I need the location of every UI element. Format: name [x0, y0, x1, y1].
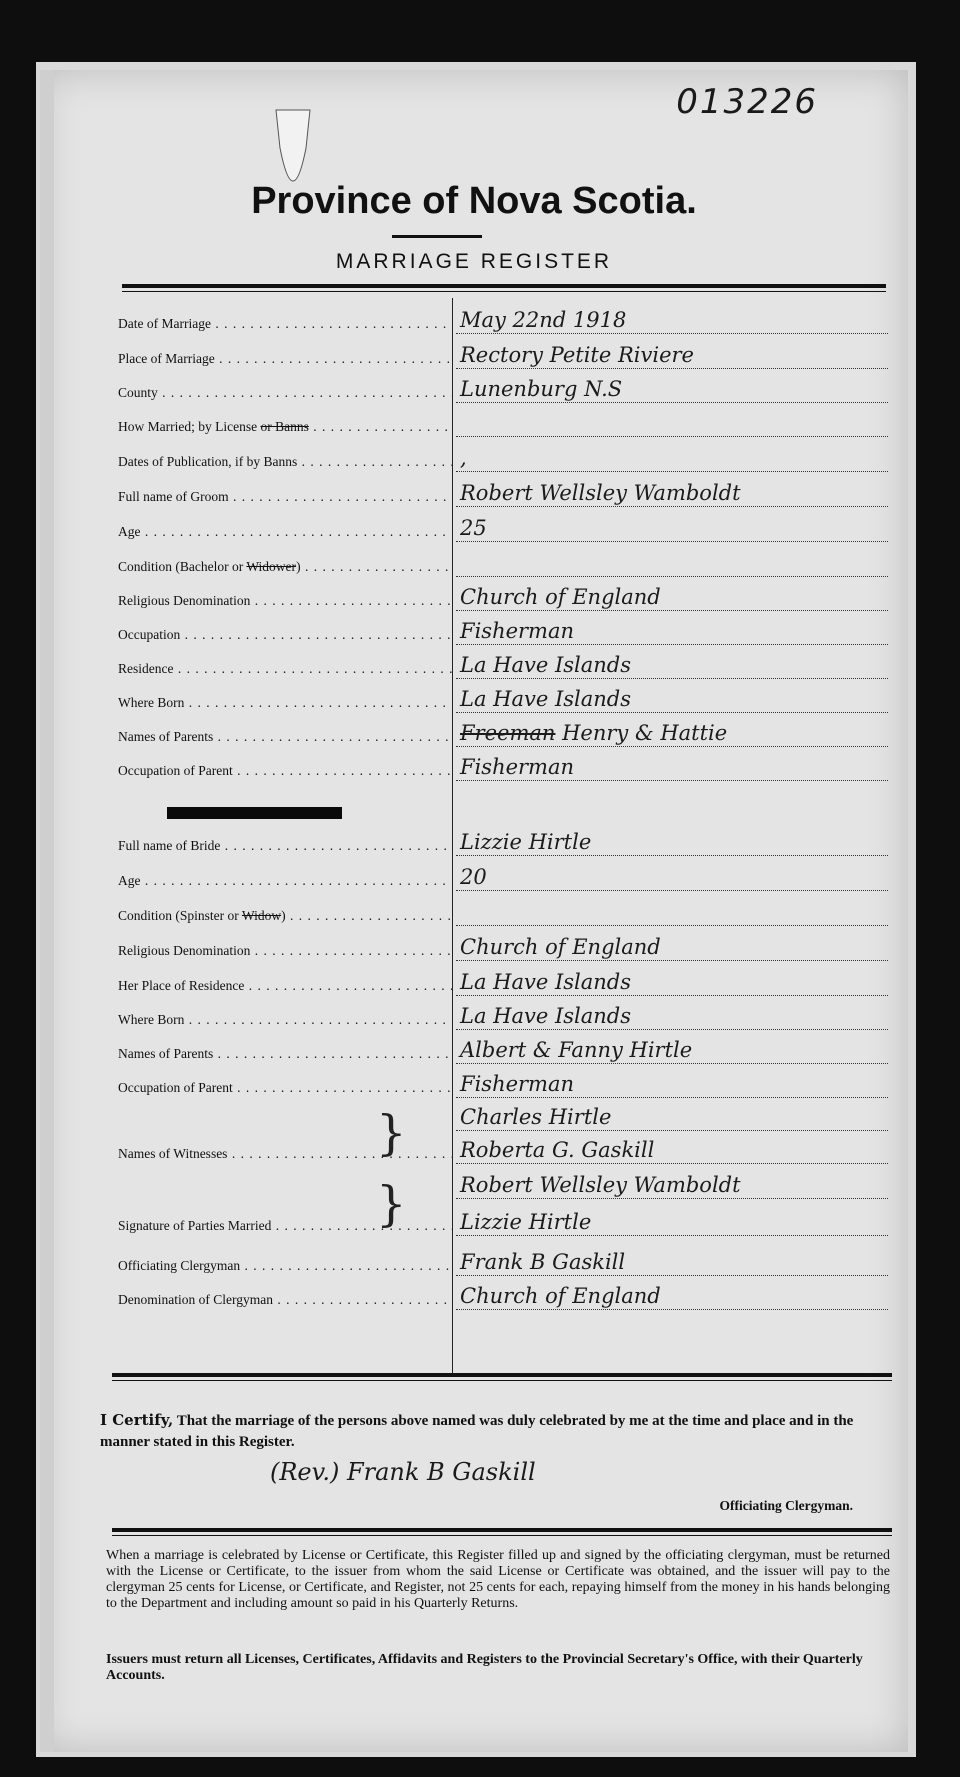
field-bride-residence: Her Place of Residence . . . La Have Islands	[118, 970, 888, 1000]
witness-line-1	[118, 1105, 888, 1135]
field-bride-parents: Names of Parents . . . Albert & Fanny Hirtle	[118, 1038, 888, 1068]
field-bride-religion: Religious Denomination . . . Church of England	[118, 935, 888, 965]
field-county: County . . . Lunenburg N.S	[118, 377, 888, 407]
field-value: ,	[460, 446, 467, 470]
field-value: Albert & Fanny Hirtle	[460, 1038, 693, 1062]
field-place-of-marriage: Place of Marriage . . . Rectory Petite Riviere	[118, 343, 888, 373]
witness-value: Roberta G. Gaskill	[460, 1138, 655, 1162]
field-bride-name: Full name of Bride . . . Lizzie Hirtle	[118, 830, 888, 860]
field-value: Robert Wellsley Wamboldt	[460, 481, 741, 505]
field-bride-age: Age . . . 20	[118, 865, 888, 895]
marriage-register-sheet	[40, 70, 908, 1752]
field-groom-name: Full name of Groom . . . Robert Wellsley Wamboldt	[118, 481, 888, 511]
field-value: Fisherman	[460, 1072, 575, 1096]
certify-rule-thin	[112, 1380, 892, 1381]
field-clergy-denomination: Denomination of Clergyman . . . Church of England	[118, 1284, 888, 1314]
field-value: La Have Islands	[460, 653, 631, 677]
field-signatures: Signature of Parties Married . . . Lizzie Hirtle	[118, 1210, 888, 1240]
footer-notice: Issuers must return all Licenses, Certificates, Affidavits and Registers to the Provincial Secretary's Office, with their Quarterly Accounts.	[106, 1652, 863, 1683]
field-value: Frank B Gaskill	[460, 1250, 626, 1274]
signature-value: Robert Wellsley Wamboldt	[460, 1173, 741, 1197]
field-groom-parent-occupation: Occupation of Parent . . . Fisherman	[118, 755, 888, 785]
header-rule-thin	[122, 291, 886, 292]
field-value: Lizzie Hirtle	[460, 830, 592, 854]
field-dates-of-publication: Dates of Publication, if by Banns . . . ,	[118, 446, 888, 476]
field-value: Church of England	[460, 1284, 661, 1308]
redacted-bar	[167, 807, 342, 819]
signature-brace: }	[376, 1176, 407, 1232]
field-value: Lunenburg N.S	[460, 377, 623, 401]
field-groom-parents: Names of Parents . . . Freeman Henry & Hattie	[118, 721, 888, 751]
field-groom-residence: Residence . . . La Have Islands	[118, 653, 888, 683]
field-value: Church of England	[460, 935, 661, 959]
field-value: 25	[460, 516, 487, 540]
field-groom-occupation: Occupation . . . Fisherman	[118, 619, 888, 649]
field-value: Rectory Petite Riviere	[460, 343, 694, 367]
register-title: MARRIAGE REGISTER	[335, 250, 613, 273]
field-date-of-marriage: Date of Marriage . . . May 22nd 1918	[118, 308, 888, 338]
field-bride-birthplace: Where Born . . . La Have Islands	[118, 1004, 888, 1034]
field-value: Fisherman	[460, 619, 575, 643]
certify-rule	[112, 1373, 892, 1377]
witness-value: Charles Hirtle	[460, 1105, 612, 1129]
field-groom-birthplace: Where Born . . . La Have Islands	[118, 687, 888, 717]
field-value: Church of England	[460, 585, 661, 609]
certification-text: I Certify, That the marriage of the persons above named was duly celebrated by me at the time and place and in the manner stated in this Register.	[100, 1411, 854, 1450]
field-groom-condition: Condition (Bachelor or Widower) . . .	[118, 551, 888, 581]
field-bride-parent-occupation: Occupation of Parent . . . Fisherman	[118, 1072, 888, 1102]
field-bride-condition: Condition (Spinster or Widow) . . .	[118, 900, 888, 930]
header-rule	[122, 284, 886, 288]
field-witnesses: Names of Witnesses . . . Roberta G. Gaskill	[118, 1138, 888, 1168]
field-value: 20	[460, 865, 487, 889]
field-how-married: How Married; by License or Banns . . .	[118, 411, 888, 441]
field-value: La Have Islands	[460, 1004, 631, 1028]
field-groom-religion: Religious Denomination . . . Church of England	[118, 585, 888, 615]
witness-brace: }	[376, 1105, 407, 1161]
page-edge	[40, 70, 54, 1752]
field-value: Fisherman	[460, 755, 575, 779]
form-number: 013226	[676, 82, 818, 122]
title-divider	[392, 235, 482, 238]
field-value: La Have Islands	[460, 687, 631, 711]
field-value: La Have Islands	[460, 970, 631, 994]
footer-instructions: When a marriage is celebrated by License or Certificate, this Register filled up and signed by the officiating clergyman, must be returned with the License or Certificate, to the issuer from whom the said License or Certificate was obtained, and the issuer will pay to the clergyman 25 cents for License, or Certificate, and Register, not 25 cents for each, repaying himself from the money in his hands belonging to the Department and including amount so paid in his Quarterly Returns.	[106, 1548, 890, 1611]
clergy-signature: (Rev.) Frank B Gaskill	[270, 1458, 536, 1486]
signature-line-1	[118, 1173, 888, 1203]
footer-rule	[112, 1528, 892, 1532]
field-value: Freeman Henry & Hattie	[460, 721, 728, 745]
signature-value: Lizzie Hirtle	[460, 1210, 592, 1234]
field-groom-age: Age . . . 25	[118, 516, 888, 546]
field-value: May 22nd 1918	[460, 308, 627, 332]
clergy-role-label: Officiating Clergyman.	[719, 1498, 853, 1513]
field-officiating-clergyman: Officiating Clergyman . . . Frank B Gaskill	[118, 1250, 888, 1280]
province-title: Province of Nova Scotia.	[251, 180, 697, 222]
footer-rule-thin	[112, 1535, 892, 1536]
